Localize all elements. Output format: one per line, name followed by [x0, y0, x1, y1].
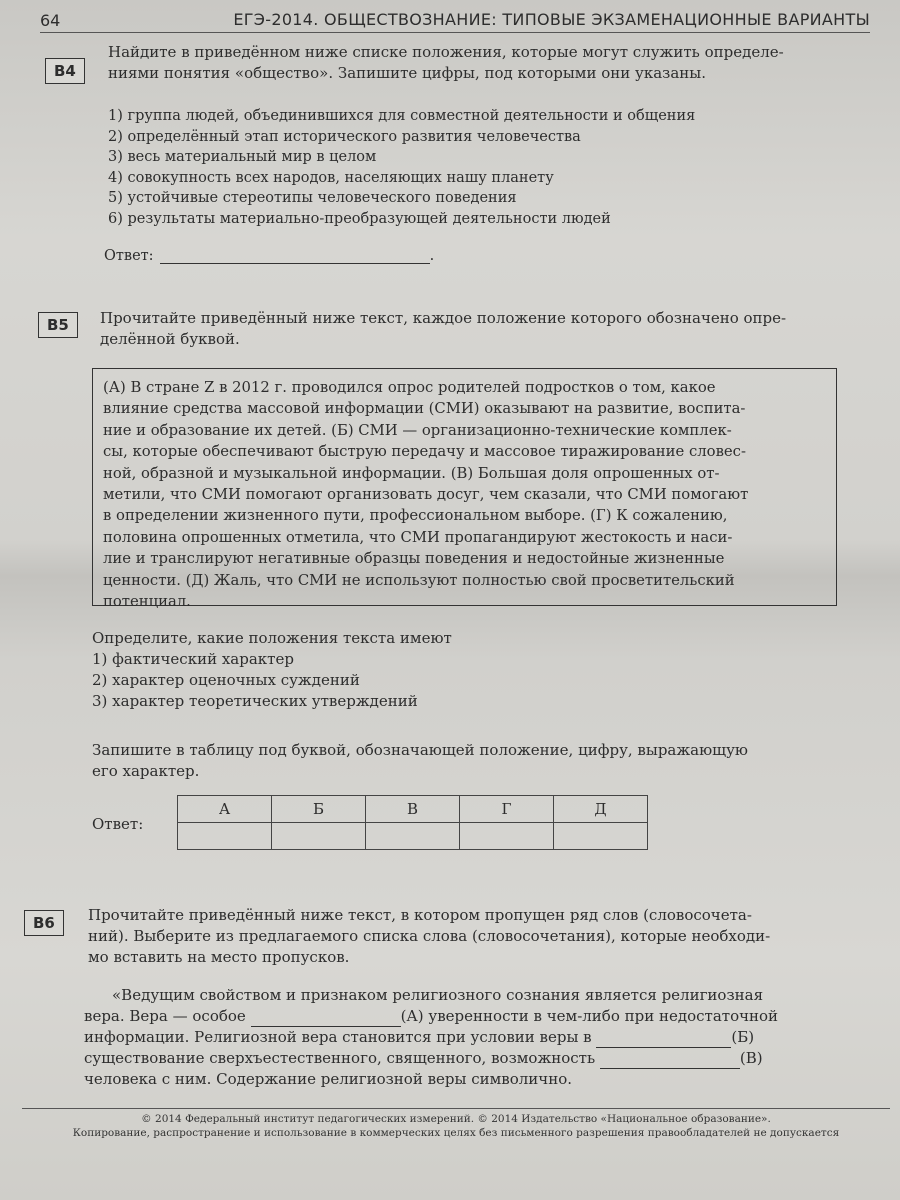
- b6-passage-text: (В): [739, 1049, 763, 1067]
- b5-table-header-cell: Д: [554, 796, 648, 823]
- b4-option: 3) весь материальный мир в целом: [108, 149, 377, 165]
- b5-answer-cell-d[interactable]: [554, 823, 648, 850]
- b5-box-line: ние и образование их детей. (Б) СМИ — организационно-технические комплек-: [103, 421, 732, 439]
- b5-define-option: 1) фактический характер: [92, 650, 294, 668]
- footer-notice: Копирование, распространение и использование в коммерческих целях без письменного разрешения правообладателей не допускается: [72, 1127, 840, 1139]
- task-label-b4: B4: [45, 58, 85, 84]
- b4-answer-field[interactable]: [160, 249, 430, 264]
- b5-answer-cell-b[interactable]: [272, 823, 366, 850]
- b6-prompt: [88, 905, 858, 968]
- running-title: ЕГЭ-2014. ОБЩЕСТВОЗНАНИЕ: ТИПОВЫЕ ЭКЗАМЕНАЦИОННЫЕ ВАРИАНТЫ: [233, 10, 870, 29]
- b5-table-answer-row: [178, 823, 648, 850]
- b5-write-line: его характер.: [92, 762, 200, 780]
- b5-define-block: [92, 628, 792, 712]
- b5-answer-cell-v[interactable]: [366, 823, 460, 850]
- page-number: 64: [40, 11, 61, 30]
- b5-box-line: в определении жизненного пути, профессиональном выборе. (Г) К сожалению,: [103, 507, 728, 525]
- b4-option: 2) определённый этап исторического развития человечества: [108, 128, 581, 145]
- b5-box-line: ценности. (Д) Жаль, что СМИ не используют полностью свой просветительский: [103, 571, 735, 589]
- b6-blank-b[interactable]: [596, 1033, 731, 1048]
- b6-passage-line: [84, 1006, 864, 1027]
- b6-passage-text: вера. Вера — особое: [84, 1007, 246, 1025]
- b5-answer-table: [177, 795, 648, 850]
- b5-box-line: сы, которые обеспечивают быструю передачу и массовое тиражирование словес-: [103, 443, 746, 461]
- b6-passage-text: (А) уверенности в чем-либо при недостаточной: [400, 1007, 779, 1025]
- b4-option: 1) группа людей, объединившихся для совместной деятельности и общения: [108, 108, 696, 124]
- b5-box-line: лие и транслируют негативные образцы поведения и недостойные жизненные: [103, 550, 725, 568]
- b5-box-line: метили, что СМИ помогают организовать досуг, чем сказали, что СМИ помогают: [103, 486, 749, 504]
- page-footer: [22, 1108, 890, 1140]
- task-label-b5: B5: [38, 312, 78, 338]
- b5-box-line: (А) В стране Z в 2012 г. проводился опрос родителей подростков о том, какое: [103, 379, 716, 396]
- b6-blank-a[interactable]: [251, 1012, 401, 1027]
- b5-prompt-line: делённой буквой.: [100, 330, 240, 348]
- b5-define-heading: Определите, какие положения текста имеют: [92, 629, 452, 647]
- b6-prompt-line: ний). Выберите из предлагаемого списка слова (словосочетания), которые необходи-: [88, 927, 771, 945]
- b6-passage-text: (Б): [731, 1028, 755, 1046]
- b4-option: 4) совокупность всех народов, населяющих нашу планету: [108, 169, 554, 186]
- b5-text-box: [92, 368, 837, 611]
- b4-answer-end: .: [429, 248, 435, 264]
- b5-table-header-cell: Б: [272, 796, 366, 823]
- b5-box-line: половина опрошенных отметила, что СМИ пропагандируют жестокость и наси-: [103, 528, 733, 546]
- b6-passage-line: [84, 1048, 864, 1069]
- b5-prompt: [100, 308, 845, 350]
- b5-table-header-row: [178, 796, 648, 823]
- b6-blank-v[interactable]: [600, 1054, 740, 1069]
- b5-write-instructions: [92, 740, 852, 782]
- b5-table-header-cell: В: [366, 796, 460, 823]
- b6-passage-line: человека с ним. Содержание религиозной веры символично.: [84, 1070, 573, 1088]
- b4-option: 6) результаты материально-преобразующей деятельности людей: [108, 210, 611, 227]
- b5-table-header-cell: Г: [460, 796, 554, 823]
- b6-passage-line: [84, 1027, 864, 1048]
- b5-prompt-line: Прочитайте приведённый ниже текст, каждое положение которого обозначено опре-: [100, 309, 787, 327]
- b5-table-header-cell: А: [178, 796, 272, 823]
- b4-answer-row: [104, 248, 434, 264]
- b6-prompt-line: мо вставить на место пропусков.: [88, 948, 350, 966]
- b4-answer-label: Ответ:: [104, 248, 154, 264]
- b5-answer-cell-a[interactable]: [178, 823, 272, 850]
- b5-box-line: потенциал.: [103, 593, 191, 611]
- footer-copyright: © 2014 Федеральный институт педагогических измерений. © 2014 Издательство «Национальное образование».: [141, 1113, 771, 1125]
- b4-prompt-line: Найдите в приведённом ниже списке положения, которые могут служить определе-: [108, 43, 784, 61]
- b5-define-option: 2) характер оценочных суждений: [92, 671, 360, 689]
- b5-write-line: Запишите в таблицу под буквой, обозначающей положение, цифру, выражающую: [92, 741, 748, 759]
- b5-box-line: влияние средства массовой информации (СМИ) оказывают на развитие, воспита-: [103, 400, 746, 418]
- b5-define-option: 3) характер теоретических утверждений: [92, 692, 418, 710]
- b6-passage-line: «Ведущим свойством и признаком религиозного сознания является религиозная: [112, 986, 764, 1004]
- b6-prompt-line: Прочитайте приведённый ниже текст, в котором пропущен ряд слов (словосочета-: [88, 906, 752, 924]
- b6-passage-text: информации. Религиозной вера становится при условии веры в: [84, 1028, 592, 1046]
- task-label-b6: B6: [24, 910, 64, 936]
- page-header: [40, 6, 870, 33]
- b6-passage: [84, 985, 864, 1090]
- b4-prompt-line: ниями понятия «общество». Запишите цифры, под которыми они указаны.: [108, 64, 706, 82]
- b4-options-list: [108, 106, 808, 229]
- b4-prompt: [108, 42, 848, 84]
- b5-box-line: ной, образной и музыкальной информации. (В) Большая доля опрошенных от-: [103, 464, 720, 482]
- b6-passage-text: существование сверхъестественного, священного, возможность: [84, 1049, 596, 1067]
- b4-option: 5) устойчивые стереотипы человеческого поведения: [108, 190, 517, 206]
- b5-answer-cell-g[interactable]: [460, 823, 554, 850]
- b5-answer-label: Ответ:: [92, 815, 144, 833]
